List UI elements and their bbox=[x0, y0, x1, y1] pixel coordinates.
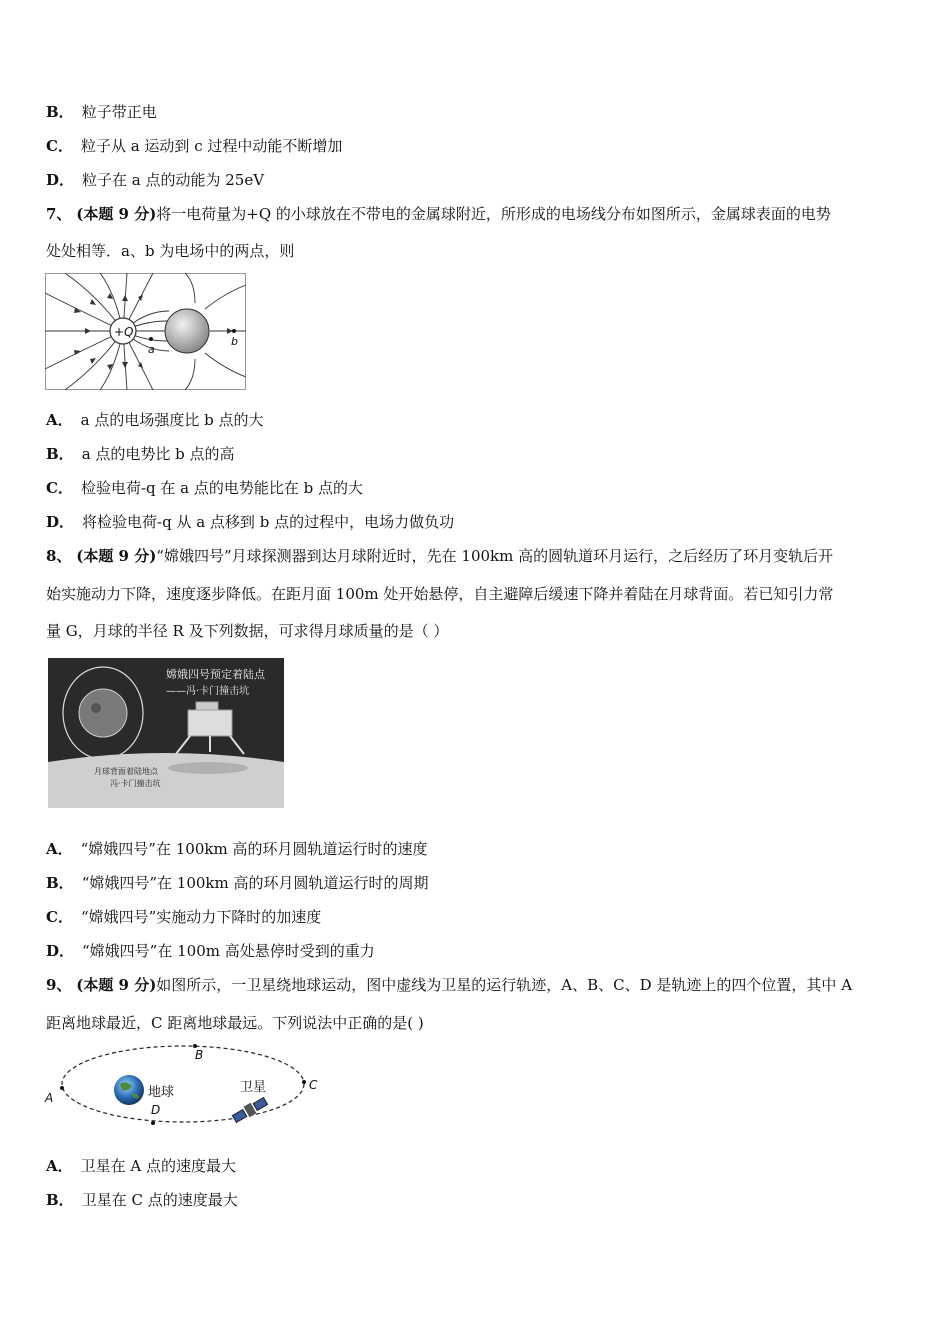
q8-figure-caption2: 冯·卡门撞击坑 bbox=[110, 779, 161, 788]
q8-change4-landing-photo bbox=[48, 658, 284, 812]
q8-option-a: A． “嫦娥四号”在 100km 高的环月圆轨道运行时的速度 bbox=[46, 840, 428, 858]
satellite-icon bbox=[231, 1096, 268, 1124]
q9-earth-label: 地球 bbox=[148, 1085, 175, 1100]
q9-satellite-label: 卫星 bbox=[240, 1080, 267, 1095]
q9-stem-line1: 9、 (本题 9 分)如图所示，一卫星绕地球运动，图中虚线为卫星的运行轨迹，A、B、C、D 是轨迹上的四个位置，其中 A bbox=[46, 976, 853, 994]
q7-figure-point-b: b bbox=[231, 335, 238, 348]
q7-option-b: B． a 点的电势比 b 点的高 bbox=[46, 445, 235, 463]
q8-option-b: B． “嫦娥四号”在 100km 高的环月圆轨道运行时的周期 bbox=[46, 874, 429, 892]
q8-stem-line2: 始实施动力下降，速度逐步降低。在距月面 100m 处开始悬停，自主避障后缓速下降并着陆在月球背面。若已知引力常 bbox=[46, 585, 834, 603]
metal-sphere-icon bbox=[165, 309, 209, 353]
q7-option-d: D． 将检验电荷-q 从 a 点移到 b 点的过程中，电场力做负功 bbox=[46, 513, 455, 531]
q6-option-b: B． 粒子带正电 bbox=[46, 103, 157, 121]
satellite-orbit bbox=[62, 1046, 304, 1122]
moon-icon bbox=[79, 689, 127, 737]
q7-option-c: C． 检验电荷-q 在 a 点的电势能比在 b 点的大 bbox=[46, 479, 364, 497]
q8-option-d: D． “嫦娥四号”在 100m 高处悬停时受到的重力 bbox=[46, 942, 375, 960]
q8-option-c: C． “嫦娥四号”实施动力下降时的加速度 bbox=[46, 908, 322, 926]
q7-figure-point-a: a bbox=[148, 343, 155, 356]
q7-field-lines-figure bbox=[45, 273, 247, 395]
q8-stem-line1: 8、 (本题 9 分)“嫦娥四号”月球探测器到达月球附近时，先在 100km 高的圆轨道环月运行，之后经历了环月变轨后开 bbox=[46, 547, 834, 565]
q7-stem-line1: 7、 (本题 9 分)将一电荷量为+Q 的小球放在不带电的金属球附近，所形成的电场线分布如图所示，金属球表面的电势 bbox=[46, 205, 831, 223]
earth-icon bbox=[114, 1075, 144, 1105]
q9-option-a: A． 卫星在 A 点的速度最大 bbox=[46, 1157, 237, 1175]
q7-stem-line2: 处处相等．a、b 为电场中的两点，则 bbox=[46, 242, 295, 260]
q7-option-a: A． a 点的电场强度比 b 点的大 bbox=[46, 411, 264, 429]
q8-figure-title2: ——冯·卡门撞击坑 bbox=[166, 686, 250, 697]
q9-orbit-figure bbox=[40, 1042, 330, 1136]
q9-option-b: B． 卫星在 C 点的速度最大 bbox=[46, 1191, 238, 1209]
q9-point-d: D bbox=[151, 1103, 161, 1117]
q6-option-c: C． 粒子从 a 运动到 c 过程中动能不断增加 bbox=[46, 137, 343, 155]
q6-option-d: D． 粒子在 a 点的动能为 25eV bbox=[46, 171, 265, 189]
q7-figure-charge-label: +Q bbox=[114, 325, 134, 339]
q9-point-a: A bbox=[45, 1091, 54, 1105]
q8-stem-line3: 量 G，月球的半径 R 及下列数据，可求得月球质量的是（ ） bbox=[46, 622, 449, 640]
q8-figure-caption1: 月球背面着陆地点 bbox=[94, 767, 158, 776]
q9-stem-line2: 距离地球最近，C 距离地球最远。下列说法中正确的是( ) bbox=[46, 1014, 424, 1032]
q8-figure-title1: 嫦娥四号预定着陆点 bbox=[166, 668, 265, 681]
q9-point-c: C bbox=[309, 1078, 318, 1092]
q9-point-b: B bbox=[195, 1048, 204, 1062]
